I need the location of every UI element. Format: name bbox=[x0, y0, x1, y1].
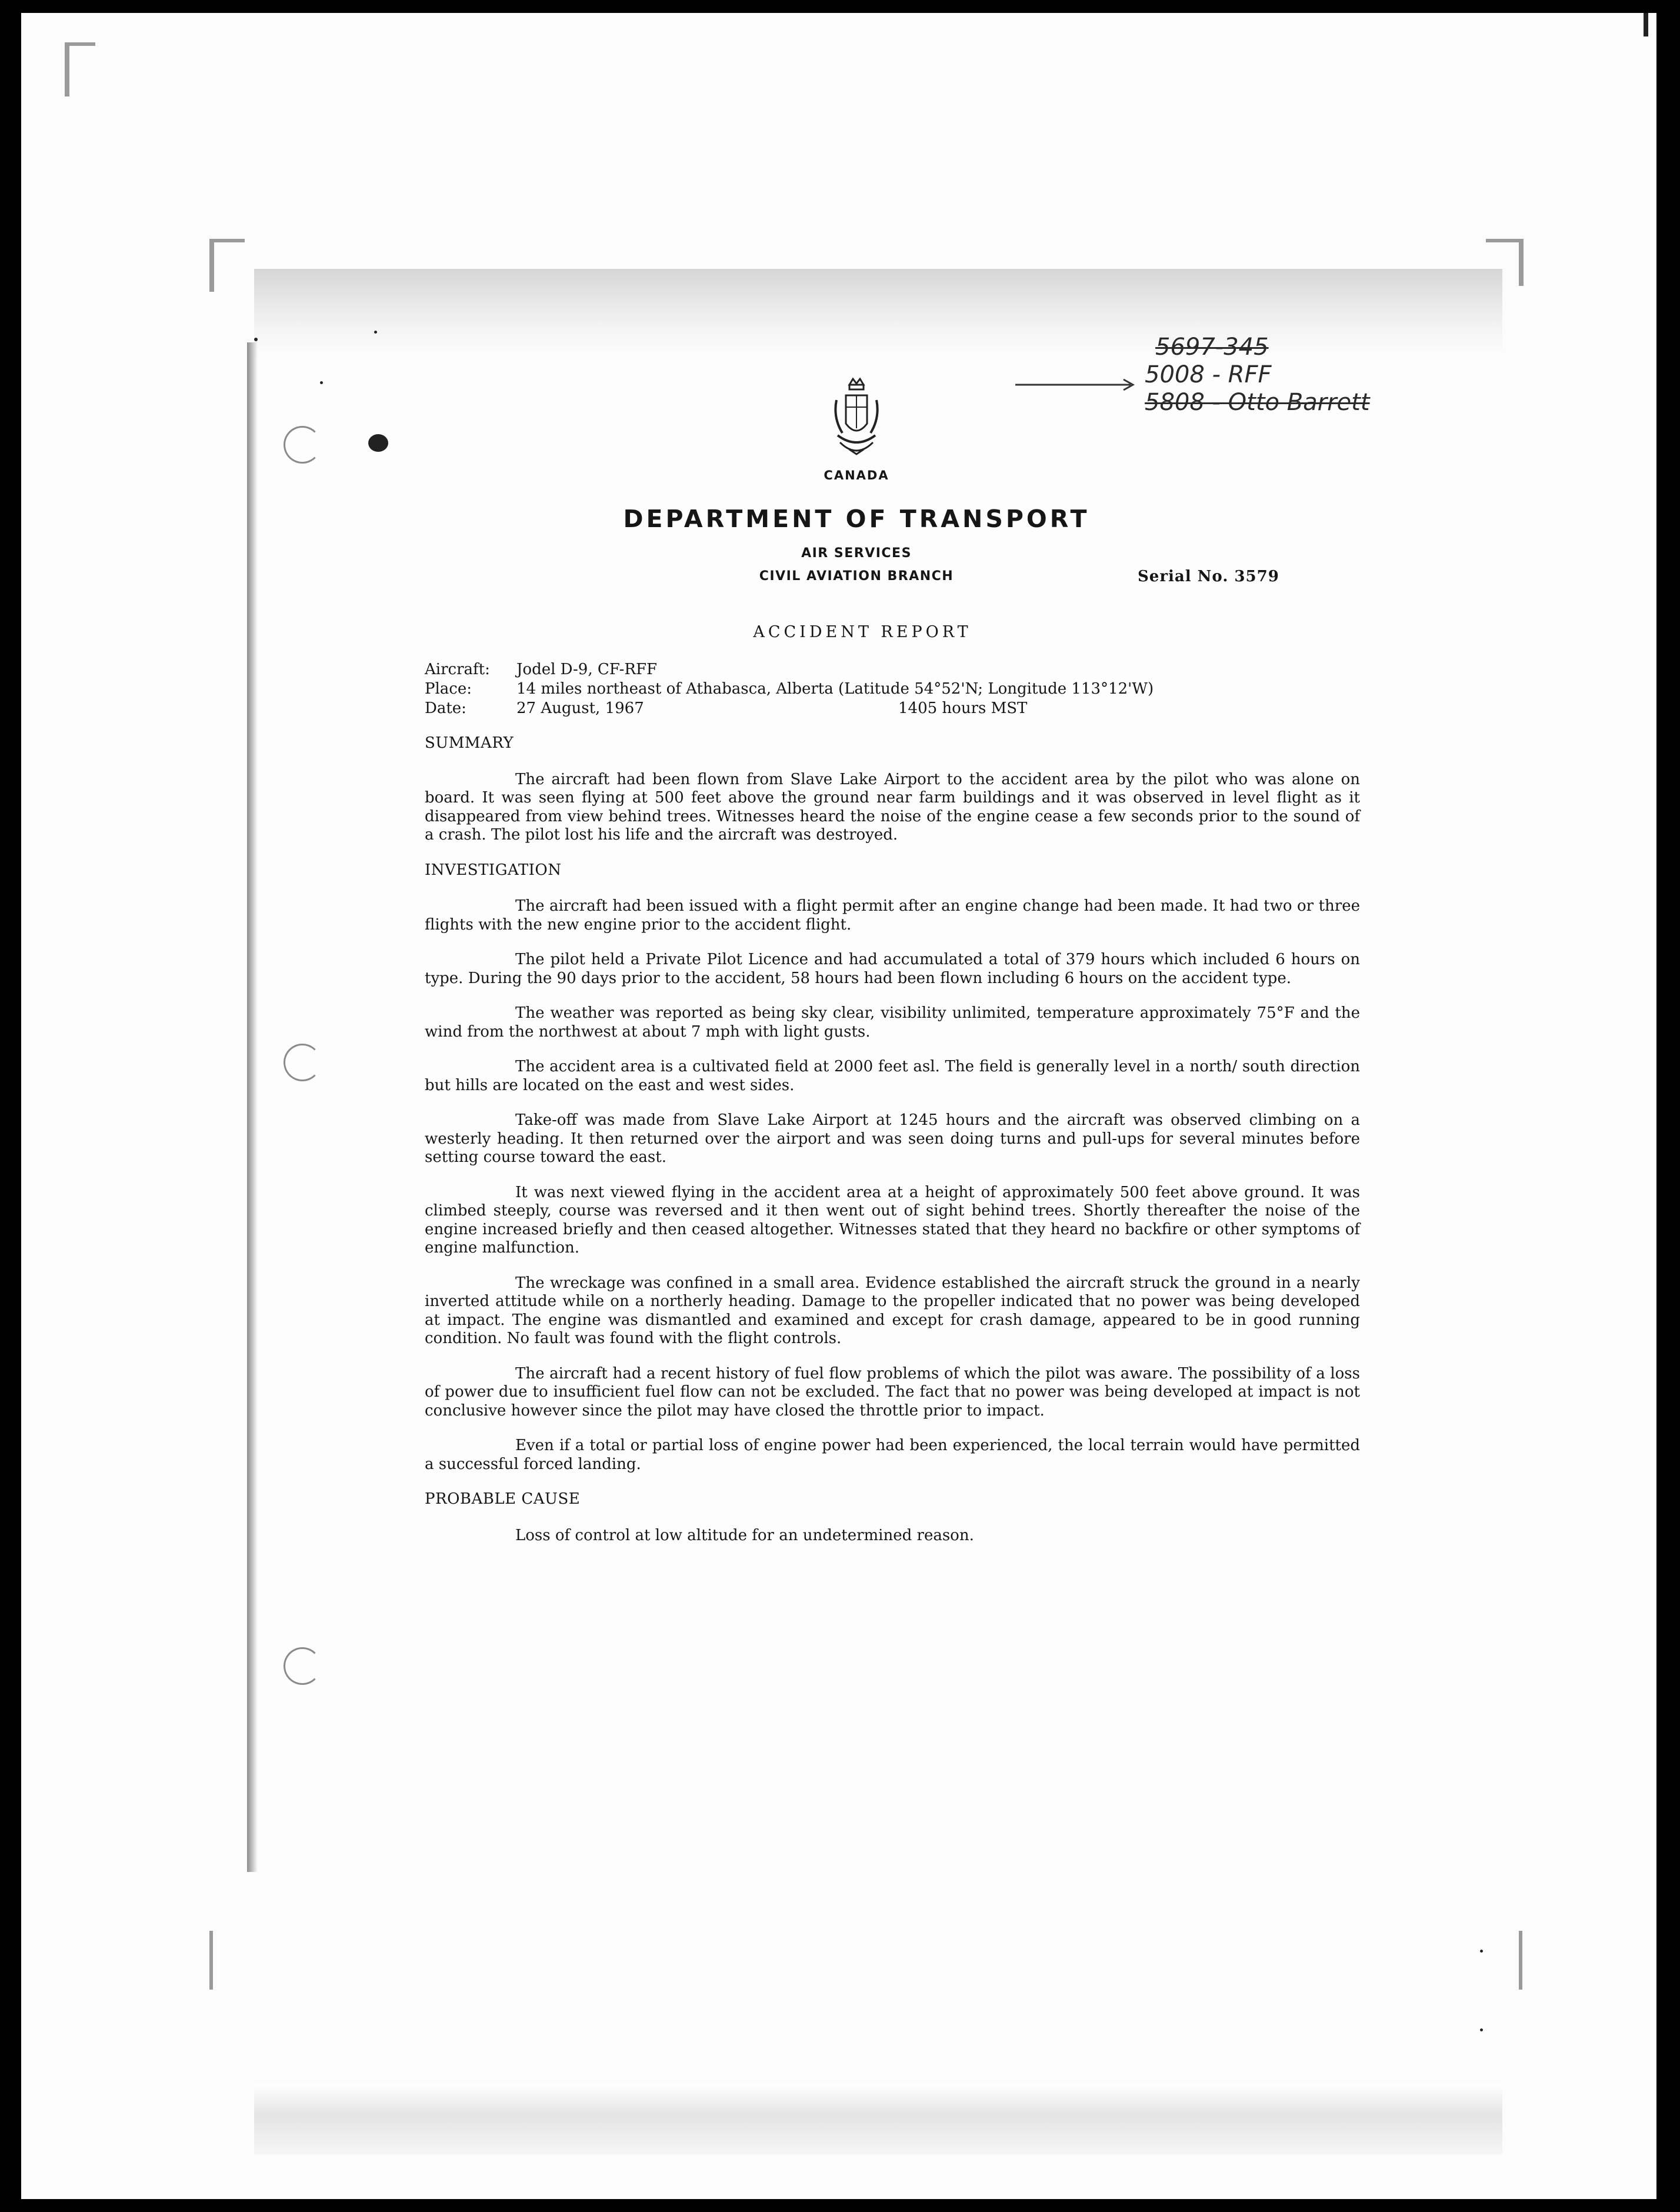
department-title: DEPARTMENT OF TRANSPORT bbox=[623, 505, 1090, 533]
annotation-file-number: 5008 - RFF bbox=[1145, 361, 1272, 388]
summary-paragraph: The aircraft had been flown from Slave Lake Airport to the accident area by the pilot who was alone on board. It was seen flying at 500 feet above the ground near farm buildings and it was observed in level flight as it disappeared from view behind trees. Witnesses heard the noise of the engine cease a few seconds prior to the sound of a crash. The pilot lost his life and the aircraft was destroyed. bbox=[425, 770, 1360, 844]
investigation-paragraph: The aircraft had been issued with a flight permit after an engine change had been made. It had two or three flights with the new engine prior to the accident flight. bbox=[425, 897, 1360, 934]
investigation-paragraph: It was next viewed flying in the accident area at a height of approximately 500 feet above ground. It was climbed steeply, course was reversed and it then went out of sight behind trees. Shortly thereafter the noise of the engine increased briefly and then ceased altogether. Witnesses stated that they heard no backfire or other symptoms of engine malfunction. bbox=[425, 1183, 1360, 1257]
aircraft-value: Jodel D-9, CF-RFF bbox=[516, 661, 658, 678]
investigation-paragraph: The aircraft had a recent history of fuel flow problems of which the pilot was aware. The possibility of a loss of power due to insufficient fuel flow can not be excluded. The fact that no power was being developed at impact is not conclusive however since the pilot may have closed the throttle prior to impact. bbox=[425, 1364, 1360, 1420]
place-value: 14 miles northeast of Athabasca, Alberta (Latitude 54°52'N; Longitude 113°12'W) bbox=[516, 680, 1154, 698]
probable-cause-text: Loss of control at low altitude for an undetermined reason. bbox=[515, 1526, 974, 1544]
investigation-paragraph: The wreckage was confined in a small area. Evidence established the aircraft struck the ground in a nearly inverted attitude while on a northerly heading. Damage to the propeller indicated that no power was being developed at impact. The engine was dismantled and examined and except for crash damage, appeared to be in good running condition. No fault was found with the flight controls. bbox=[425, 1274, 1360, 1347]
handwritten-file-numbers bbox=[1145, 334, 1370, 417]
date-label: Date: bbox=[425, 699, 466, 717]
investigation-paragraph: The weather was reported as being sky clear, visibility unlimited, temperature approximately 75°F and the wind from the northwest at about 7 mph with light gusts. bbox=[425, 1004, 1360, 1041]
report-title: ACCIDENT REPORT bbox=[753, 623, 972, 641]
arrow-icon bbox=[1015, 378, 1139, 392]
annotation-struck-bottom: 5808 - Otto Barrett bbox=[1145, 389, 1370, 416]
report-body bbox=[425, 734, 1360, 1561]
place-label: Place: bbox=[425, 680, 472, 698]
investigation-paragraph: The pilot held a Private Pilot Licence and had accumulated a total of 379 hours which included 6 hours on type. During the 90 days prior to the accident, 58 hours had been flown including 6 hours on the accident type. bbox=[425, 951, 1360, 987]
probable-cause-heading: PROBABLE CAUSE bbox=[425, 1490, 581, 1508]
aircraft-label: Aircraft: bbox=[425, 661, 490, 678]
investigation-paragraph: Take-off was made from Slave Lake Airport at 1245 hours and the aircraft was observed climbing on a westerly heading. It then returned over the airport and was seen doing turns and pull-ups for several minutes before setting course toward the east. bbox=[425, 1111, 1360, 1166]
country-label: CANADA bbox=[824, 468, 889, 482]
investigation-paragraph: The accident area is a cultivated field at 2000 feet asl. The field is generally level in a north/ south direction but hills are located on the east and west sides. bbox=[425, 1058, 1360, 1094]
serial-number: Serial No. 3579 bbox=[1138, 568, 1279, 585]
date-value: 27 August, 1967 bbox=[516, 699, 644, 717]
service-label: AIR SERVICES bbox=[801, 546, 912, 561]
canada-coat-of-arms-icon bbox=[832, 377, 881, 465]
accident-report-document bbox=[21, 13, 1656, 2199]
scanned-page bbox=[21, 13, 1656, 2199]
annotation-struck-top: 5697-345 bbox=[1155, 334, 1269, 361]
time-value: 1405 hours MST bbox=[898, 699, 1028, 717]
investigation-paragraph: Even if a total or partial loss of engine power had been experienced, the local terrain would have permitted a successful forced landing. bbox=[425, 1437, 1360, 1473]
summary-heading: SUMMARY bbox=[425, 734, 514, 752]
branch-label: CIVIL AVIATION BRANCH bbox=[759, 569, 954, 584]
investigation-heading: INVESTIGATION bbox=[425, 861, 562, 879]
